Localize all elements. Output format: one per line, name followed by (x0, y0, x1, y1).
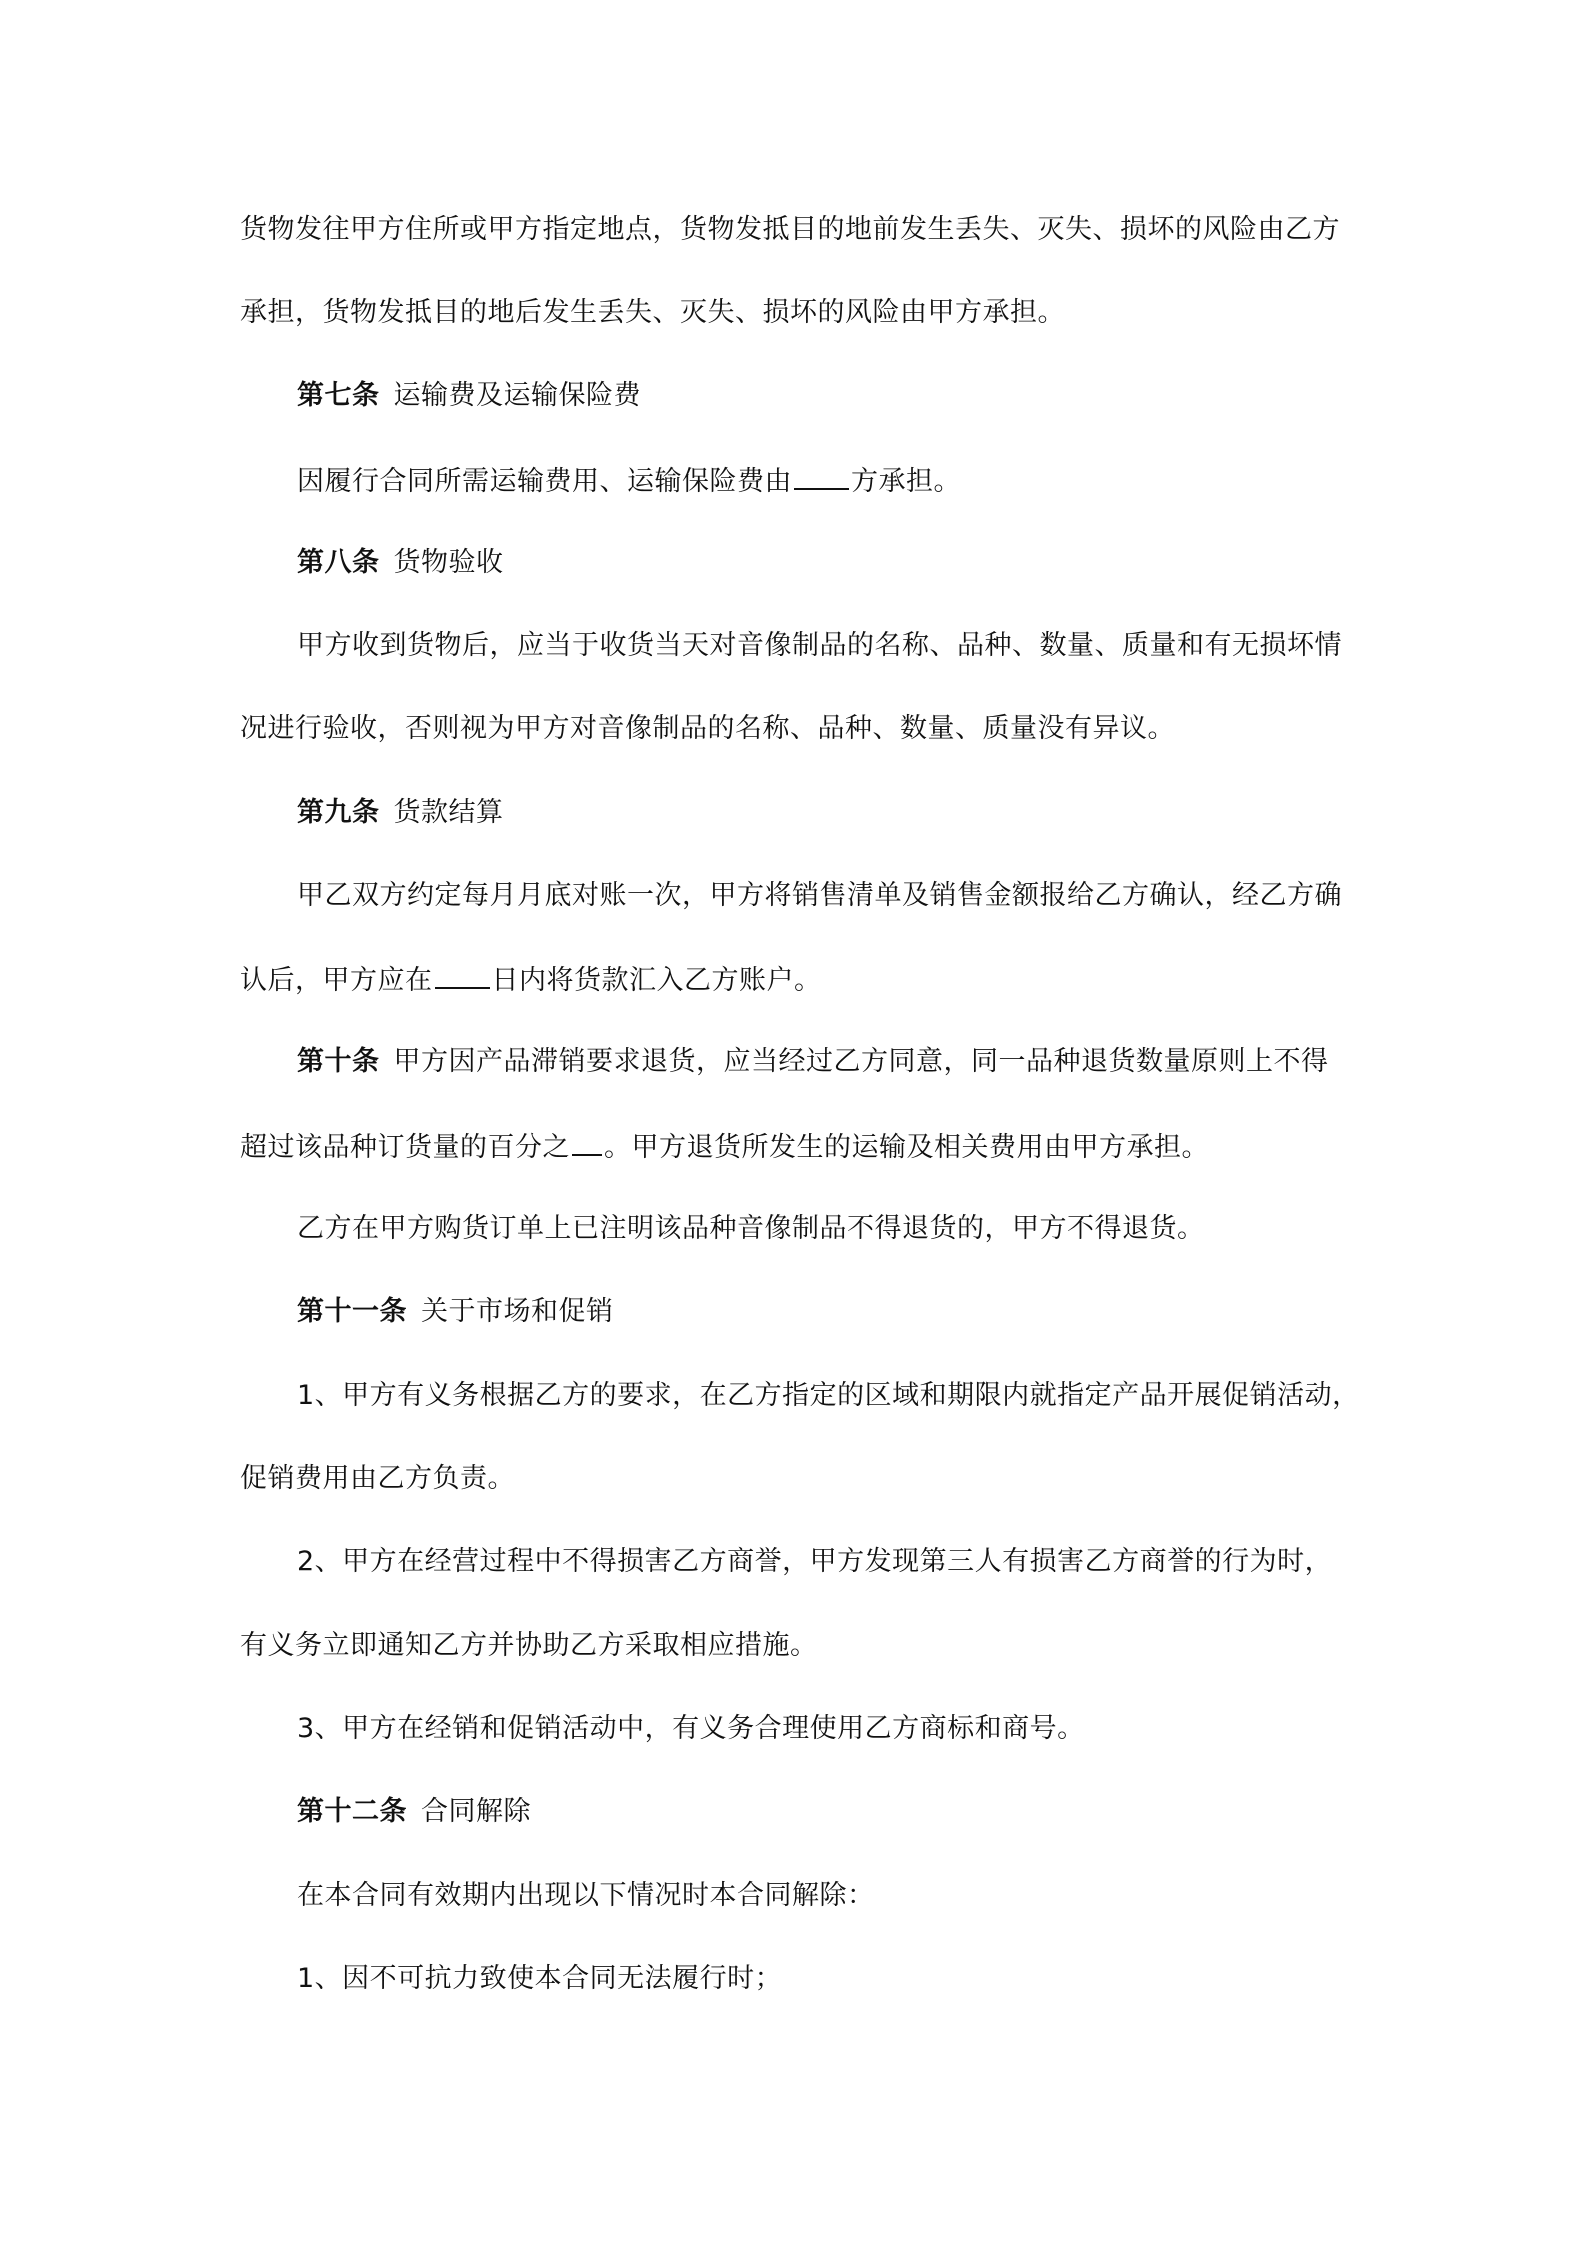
text: 甲方收到货物后，应当于收货当天对音像制品的名称、品种、数量、质量和有无损坏情 (297, 630, 1342, 661)
article-number: 第十二条 (297, 1796, 407, 1827)
article-title: 合同解除 (421, 1796, 531, 1827)
article-12-heading (0, 1792, 1586, 1832)
article-7-heading (0, 376, 1586, 416)
paragraph-line (0, 1542, 1586, 1582)
article-title: 货款结算 (393, 797, 504, 828)
paragraph-line (0, 1626, 1586, 1666)
text: 。甲方退货所发生的运输及相关费用由甲方承担。 (604, 1132, 1209, 1163)
text: 货物发往甲方住所或甲方指定地点，货物发抵目的地前发生丢失、灭失、损坏的风险由乙方 (240, 214, 1340, 245)
text: 2、甲方在经营过程中不得损害乙方商誉，甲方发现第三人有损害乙方商誉的行为时， (297, 1546, 1333, 1577)
text: 1、因不可抗力致使本合同无法履行时； (297, 1963, 783, 1994)
paragraph-line (0, 1126, 1586, 1166)
fill-in-blank[interactable] (572, 1126, 602, 1156)
article-number: 第八条 (297, 547, 380, 578)
text: 甲乙双方约定每月月底对账一次，甲方将销售清单及销售金额报给乙方确认，经乙方确 (297, 880, 1342, 911)
text: 有义务立即通知乙方并协助乙方采取相应措施。 (240, 1630, 818, 1661)
paragraph-line (0, 1209, 1586, 1249)
text: 1、甲方有义务根据乙方的要求，在乙方指定的区域和期限内就指定产品开展促销活动， (297, 1380, 1360, 1411)
text: 乙方在甲方购货订单上已注明该品种音像制品不得退货的，甲方不得退货。 (297, 1213, 1205, 1244)
paragraph-line (0, 1959, 1586, 1999)
text: 3、甲方在经销和促销活动中，有义务合理使用乙方商标和商号。 (297, 1713, 1085, 1744)
paragraph-line (0, 709, 1586, 749)
paragraph-line (0, 876, 1586, 916)
article-title: 关于市场和促销 (421, 1296, 614, 1327)
text: 在本合同有效期内出现以下情况时本合同解除： (297, 1880, 875, 1911)
text: 促销费用由乙方负责。 (240, 1463, 515, 1494)
article-number: 第十一条 (297, 1296, 407, 1327)
fill-in-blank[interactable] (435, 959, 490, 989)
text: 认后，甲方应在 (240, 965, 433, 996)
article-number: 第七条 (297, 380, 380, 411)
article-9-heading (0, 793, 1586, 833)
text: 因履行合同所需运输费用、运输保险费由 (297, 466, 792, 497)
article-title: 运输费及运输保险费 (393, 380, 641, 411)
text: 方承担。 (851, 466, 961, 497)
text: 甲方因产品滞销要求退货，应当经过乙方同意，同一品种退货数量原则上不得 (393, 1046, 1329, 1077)
paragraph-line (0, 210, 1586, 250)
text: 况进行验收，否则视为甲方对音像制品的名称、品种、数量、质量没有异议。 (240, 713, 1175, 744)
article-number: 第九条 (297, 797, 380, 828)
text: 承担，货物发抵目的地后发生丢失、灭失、损坏的风险由甲方承担。 (240, 297, 1065, 328)
text: 日内将货款汇入乙方账户。 (491, 965, 822, 996)
paragraph-line (0, 626, 1586, 666)
paragraph-line (0, 1709, 1586, 1749)
paragraph-line (0, 1459, 1586, 1499)
paragraph-line (0, 959, 1586, 999)
paragraph-line (0, 460, 1586, 500)
article-number: 第十条 (297, 1046, 380, 1077)
fill-in-blank[interactable] (794, 460, 849, 490)
paragraph-line (0, 1376, 1586, 1416)
article-10-paragraph (0, 1042, 1586, 1082)
text: 超过该品种订货量的百分之 (240, 1132, 570, 1163)
article-8-heading (0, 543, 1586, 583)
paragraph-line (0, 1876, 1586, 1916)
article-11-heading (0, 1292, 1586, 1332)
article-title: 货物验收 (393, 547, 504, 578)
paragraph-line (0, 293, 1586, 333)
